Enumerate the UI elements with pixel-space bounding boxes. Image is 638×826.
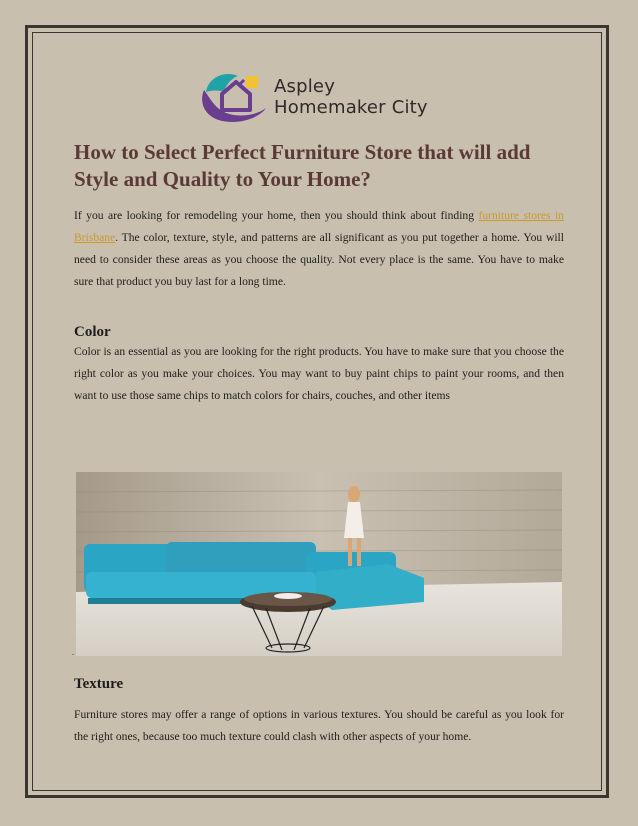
logo-line-1: Aspley (274, 76, 336, 97)
page-title (74, 139, 574, 193)
color-heading: Color (74, 324, 111, 340)
logo-line-2: Homemaker City (274, 97, 428, 118)
intro-text-before: If you are looking for remodeling your home, then you should think about finding (74, 209, 479, 222)
title-line-1: How to Select Perfect Furniture Store that will add (74, 140, 531, 164)
intro-paragraph (74, 205, 564, 293)
texture-heading: Texture (74, 676, 124, 692)
site-logo[interactable] (196, 70, 456, 126)
intro-text-after: . The color, texture, style, and patterns are all significant as you put together a home. You will need to consider these areas as you choose the quality. Not every place is the same. You have to make sure that product you buy last for a long time. (74, 231, 564, 288)
sofa-photo (76, 472, 562, 656)
house-logo-icon (196, 70, 268, 126)
logo-text (274, 76, 428, 118)
color-paragraph: Color is an essential as you are looking for the right products. You have to make sure that you choose the right color as you make your choices. You may want to buy paint chips to paint your rooms, and then want to use those same chips to match colors for chairs, couches, and other items (74, 345, 564, 402)
title-line-2: Style and Quality to Your Home? (74, 167, 371, 191)
stray-mark: . (72, 648, 74, 657)
texture-paragraph: Furniture stores may offer a range of options in various textures. You should be careful as you look for the right ones, because too much texture could clash with other aspects of your home. (74, 708, 564, 743)
furniture-stores-link[interactable]: furniture stores in Brisbane (74, 209, 564, 244)
